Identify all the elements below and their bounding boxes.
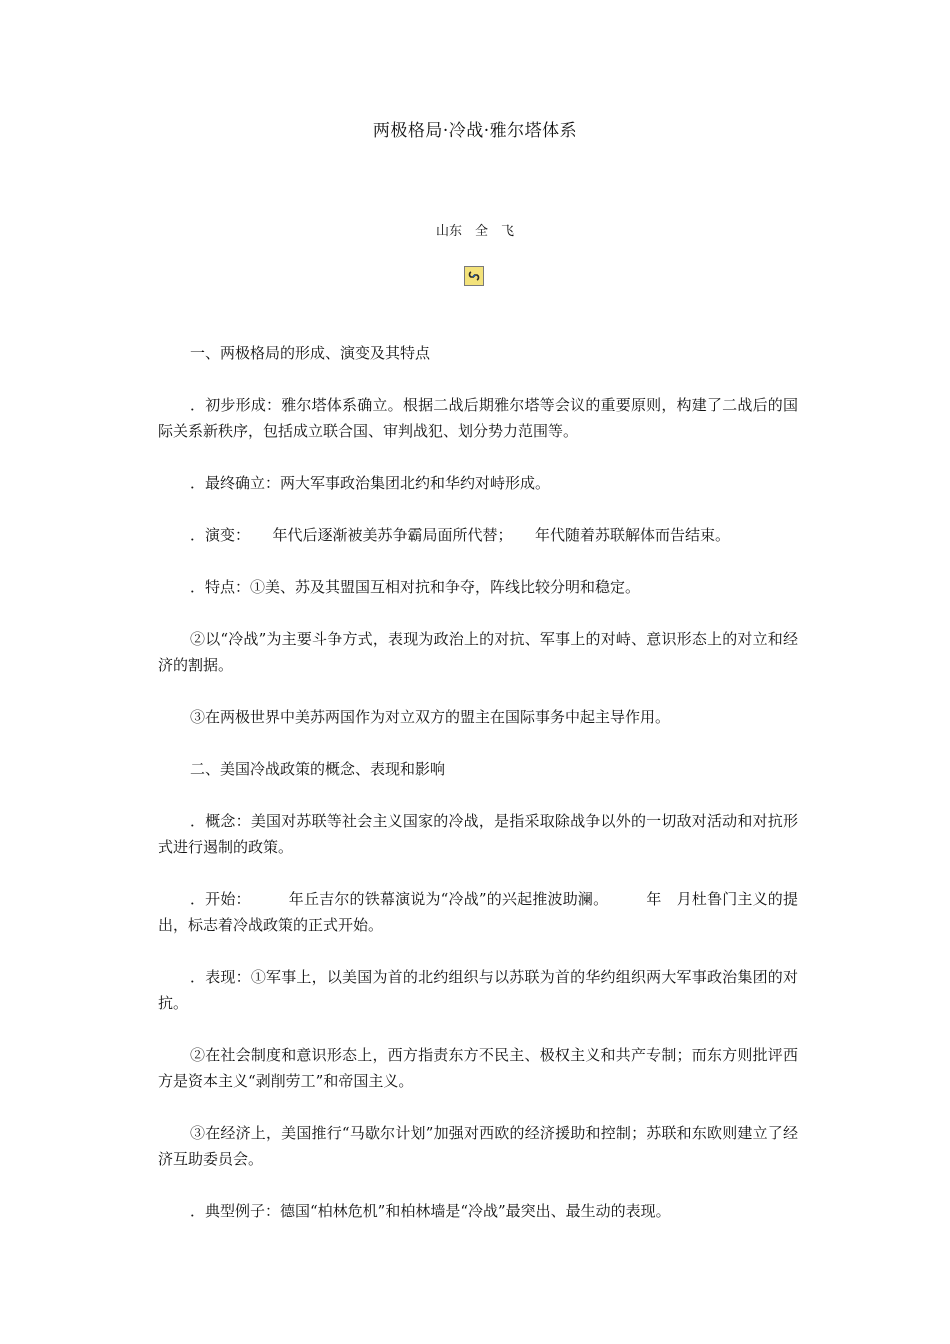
paragraph-evolution: ．演变： 年代后逐渐被美苏争霸局面所代替； 年代随着苏联解体而告结束。 [190, 526, 731, 544]
paragraph-feature-3: ③在两极世界中美苏两国作为对立双方的盟主在国际事务中起主导作用。 [190, 708, 671, 726]
paragraph-concept: ．概念：美国对苏联等社会主义国家的冷战，是指采取除战争以外的一切敌对活动和对抗形式进行遏制的政策。 [158, 812, 798, 856]
section-heading-1: 一、两极格局的形成、演变及其特点 [190, 344, 431, 362]
paragraph-beginning: ．开始： 年丘吉尔的铁幕演说为“冷战”的兴起推波助澜。 年 月杜鲁门主义的提出，标志着冷战政策的正式开始。 [158, 890, 798, 934]
paragraph-manifestation-3: ③在经济上，美国推行“马歇尔计划”加强对西欧的经济援助和控制；苏联和东欧则建立了经济互助委员会。 [158, 1124, 798, 1168]
link-chain-icon [466, 268, 482, 284]
author-line: 山东 全 飞 [435, 224, 514, 239]
embedded-object-icon[interactable] [464, 266, 484, 286]
paragraph-features: ．特点：①美、苏及其盟国互相对抗和争夺，阵线比较分明和稳定。 [190, 578, 641, 596]
paragraph-feature-2: ②以“冷战”为主要斗争方式，表现为政治上的对抗、军事上的对峙、意识形态上的对立和经济的割据。 [158, 630, 798, 674]
paragraph-manifestation: ．表现：①军事上，以美国为首的北约组织与以苏联为首的华约组织两大军事政治集团的对抗。 [158, 968, 798, 1012]
paragraph-manifestation-2: ②在社会制度和意识形态上，西方指责东方不民主、极权主义和共产专制；而东方则批评西方是资本主义“剥削劳工”和帝国主义。 [158, 1046, 798, 1090]
section-heading-2: 二、美国冷战政策的概念、表现和影响 [190, 760, 446, 778]
document-title: 两极格局·冷战·雅尔塔体系 [372, 121, 578, 141]
document-body [158, 340, 798, 1250]
paragraph-typical-example: ．典型例子：德国“柏林危机”和柏林墙是“冷战”最突出、最生动的表现。 [190, 1202, 671, 1220]
paragraph-final-establishment: ．最终确立：两大军事政治集团北约和华约对峙形成。 [190, 474, 551, 492]
paragraph-initial-formation: ．初步形成：雅尔塔体系确立。根据二战后期雅尔塔等会议的重要原则，构建了二战后的国际关系新秩序，包括成立联合国、审判战犯、划分势力范围等。 [158, 396, 798, 440]
